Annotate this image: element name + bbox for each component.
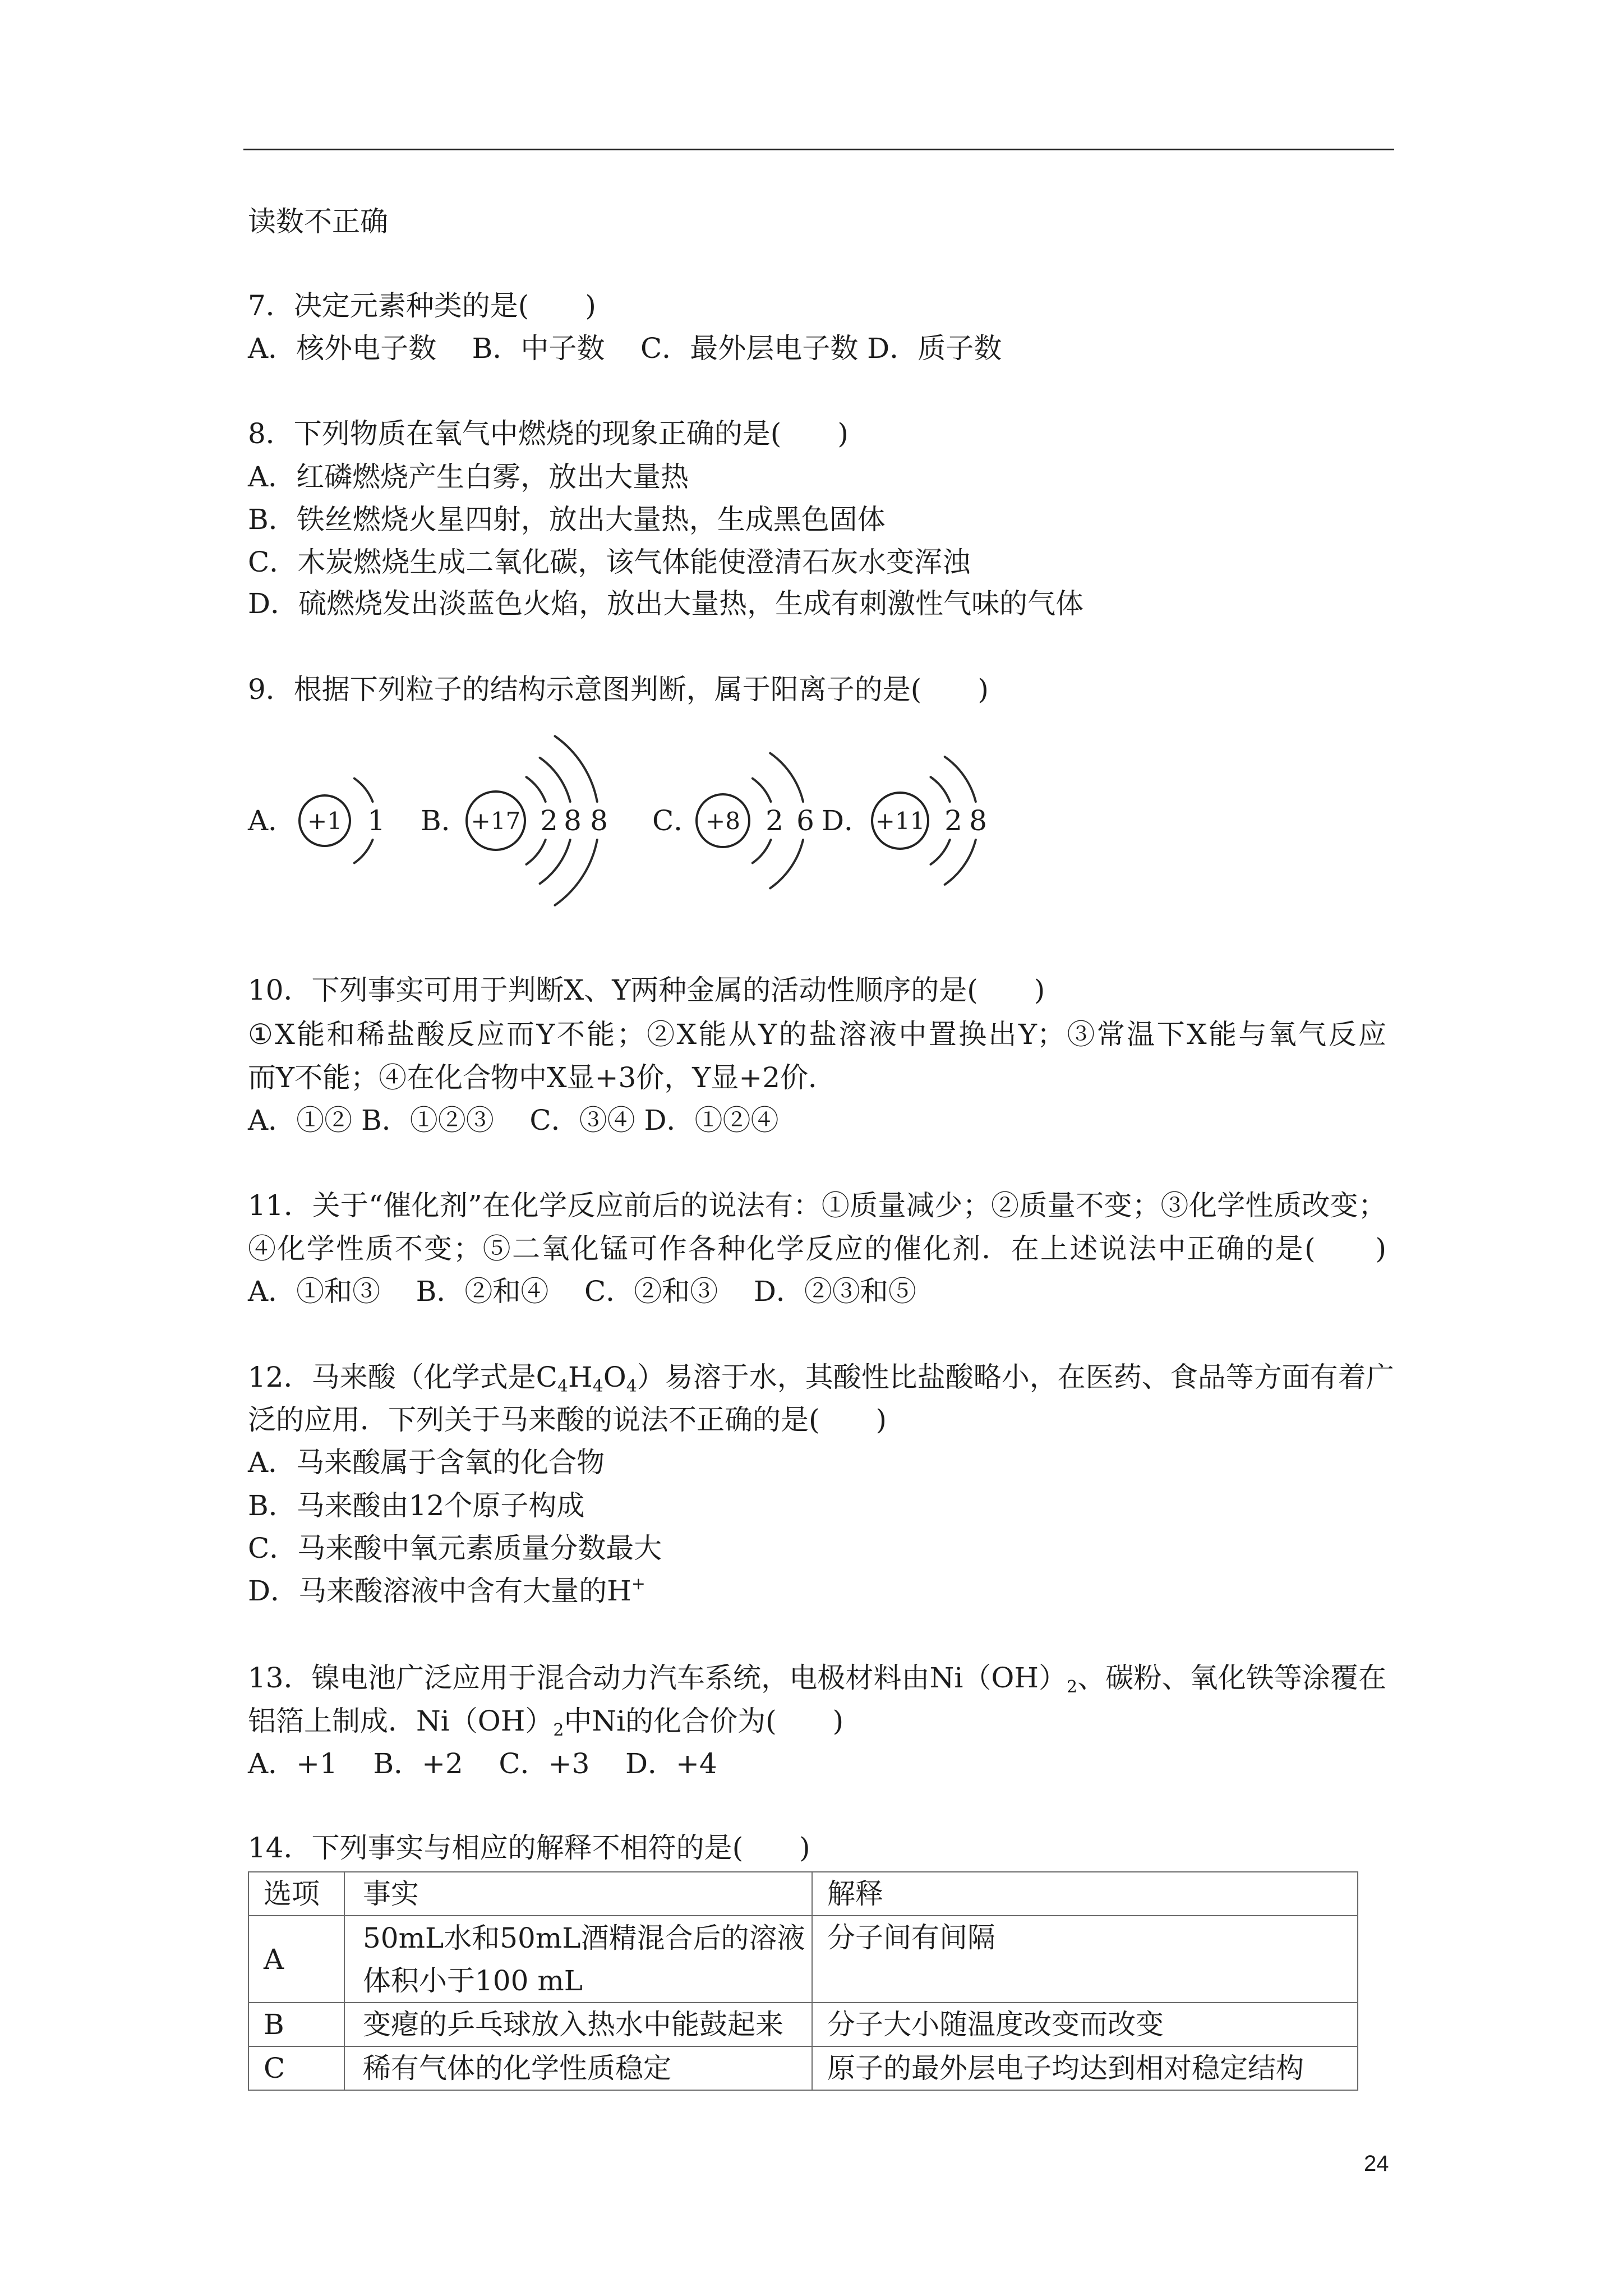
question-14-stem: 14．下列事实与相应的解释不相符的是( )	[248, 1832, 810, 1864]
electron-shell-arc	[753, 840, 771, 863]
electron-shell-arc	[540, 758, 570, 802]
fact-line: 变瘪的乒乓球放入热水中能鼓起来	[363, 2008, 783, 2041]
table-cell-fact	[344, 1916, 812, 2003]
shell-electron-count: 2	[944, 804, 962, 837]
superscript: +	[631, 1574, 645, 1594]
fact-line: 稀有气体的化学性质稳定	[363, 2052, 671, 2085]
element-symbol: C	[536, 1361, 557, 1393]
chemical-formula	[536, 1356, 637, 1398]
diagram-label-d: D．	[822, 804, 873, 837]
nucleus-charge: +17	[471, 807, 521, 835]
text-segment: 中Ni的化合价为( )	[564, 1705, 844, 1737]
element-symbol: H	[568, 1361, 593, 1393]
header-rule	[243, 149, 1394, 150]
question-8-option-c: C．木炭燃烧生成二氧化碳，该气体能使澄清石灰水变浑浊	[248, 546, 971, 578]
fact-line: 体积小于100 mL	[363, 1964, 583, 1997]
shell-electron-count: 2	[766, 804, 783, 837]
chemical-formula	[416, 1700, 564, 1742]
electron-shell-arc	[770, 753, 803, 802]
question-12-option-a: A．马来酸属于含氧的化合物	[248, 1446, 605, 1479]
subscript: 4	[592, 1377, 603, 1396]
table-header-cell: 事实	[344, 1872, 812, 1916]
electron-shell-arc	[931, 777, 950, 802]
table-cell-option: A	[248, 1916, 344, 2003]
electron-shell-arc	[945, 840, 976, 885]
atom-structure-diagrams	[0, 718, 1623, 920]
question-13-stem-continued	[248, 1700, 843, 1742]
formula-text: Ni（OH）	[929, 1662, 1067, 1694]
table-header-row	[248, 1872, 1358, 1916]
electron-shell-arc	[354, 779, 373, 802]
table-cell-explanation: 原子的最外层电子均达到相对稳定结构	[812, 2046, 1358, 2090]
text-segment: 、碳粉、氧化铁等涂覆在	[1077, 1662, 1387, 1694]
question-12-stem-continued: 泛的应用．下列关于马来酸的说法不正确的是( )	[248, 1404, 887, 1436]
question-11-stem-continued: ④化学性质不变；⑤二氧化锰可作各种化学反应的催化剂．在上述说法中正确的是( )	[248, 1232, 1386, 1265]
question-11-stem: 11．关于“催化剂”在化学反应前后的说法有：①质量减少；②质量不变；③化学性质改变；	[248, 1189, 1386, 1222]
text-segment: D．马来酸溶液中含有大量的H	[248, 1575, 631, 1607]
subscript: 4	[557, 1377, 568, 1396]
question-8-option-d: D．硫燃烧发出淡蓝色火焰，放出大量热，生成有刺激性气味的气体	[248, 587, 1084, 620]
text-segment: 12．马来酸（化学式是	[248, 1361, 536, 1393]
formula-text: Ni（OH）	[416, 1705, 554, 1737]
question-9-stem: 9．根据下列粒子的结构示意图判断，属于阳离子的是( )	[248, 673, 989, 706]
table-cell-fact	[344, 2003, 812, 2046]
question-10-statement-line: ①X能和稀盐酸反应而Y不能；②X能从Y的盐溶液中置换出Y；③常温下X能与氧气反应	[248, 1018, 1386, 1051]
question-10-statement-line: 而Y不能；④在化合物中X显+3价，Y显+2价．	[248, 1061, 837, 1094]
electron-shell-arc	[555, 840, 597, 905]
question-13-stem	[248, 1657, 1386, 1699]
electron-shell-arc	[555, 736, 597, 802]
nucleus-charge: +11	[875, 807, 925, 835]
element-symbol: O	[603, 1361, 626, 1393]
electron-shell-arc	[931, 840, 950, 864]
electron-shell-arc	[770, 840, 803, 888]
question-13-options: A．+1 B．+2 C．+3 D．+4	[248, 1747, 717, 1780]
chemical-formula	[930, 1657, 1077, 1699]
question-8-stem: 8．下列物质在氧气中燃烧的现象正确的是( )	[248, 417, 849, 450]
question-12-option-b: B．马来酸由12个原子构成	[248, 1489, 585, 1522]
subscript: 2	[1066, 1677, 1078, 1697]
question-10-options: A．①② B．①②③ C．③④ D．①②④	[248, 1104, 779, 1137]
shell-electron-count: 8	[564, 804, 582, 837]
electron-shell-arc	[540, 840, 570, 884]
diagram-label-c: C．	[652, 804, 702, 837]
question-14-table	[248, 1871, 1358, 2091]
electron-shell-arc	[945, 757, 976, 802]
table-cell-option: C	[248, 2046, 344, 2090]
question-12-option-d	[248, 1570, 645, 1612]
diagram-label-b: B．	[421, 804, 469, 837]
electron-shell-arc	[527, 777, 546, 802]
question-7-stem: 7．决定元素种类的是( )	[248, 289, 596, 322]
subscript: 4	[626, 1377, 637, 1396]
electron-shell-arc	[527, 840, 546, 864]
table-header-cell: 选项	[248, 1872, 344, 1916]
text-segment: 13．镍电池广泛应用于混合动力汽车系统，电极材料由	[248, 1662, 930, 1694]
page-number: 24	[1364, 2151, 1389, 2176]
table-row	[248, 2003, 1358, 2046]
question-12-stem	[248, 1356, 1394, 1398]
question-11-options: A．①和③ B．②和④ C．②和③ D．②③和⑤	[248, 1275, 916, 1308]
question-7-options: A．核外电子数 B．中子数 C．最外层电子数 D．质子数	[248, 332, 1002, 365]
question-8-option-b: B．铁丝燃烧火星四射，放出大量热，生成黑色固体	[248, 503, 886, 536]
electron-shell-arc	[753, 779, 771, 802]
question-12-option-c: C．马来酸中氧元素质量分数最大	[248, 1532, 662, 1565]
text-segment: 铝箔上制成．	[248, 1705, 416, 1737]
question-8-option-a: A．红磷燃烧产生白雾，放出大量热	[248, 461, 689, 493]
fact-line: 50mL水和50mL酒精混合后的溶液	[363, 1921, 805, 1954]
table-cell-fact	[344, 2046, 812, 2090]
table-cell-explanation: 分子大小随温度改变而改变	[812, 2003, 1358, 2046]
nucleus-charge: +8	[706, 807, 740, 835]
continuation-text: 读数不正确	[248, 205, 388, 238]
question-10-stem: 10．下列事实可用于判断X、Y两种金属的活动性顺序的是( )	[248, 974, 1045, 1006]
text-segment: ）易溶于水，其酸性比盐酸略小，在医药、食品等方面有着广	[637, 1361, 1394, 1393]
nucleus-charge: +1	[307, 807, 342, 835]
table-cell-option: B	[248, 2003, 344, 2046]
shell-electron-count: 8	[969, 804, 987, 837]
electron-shell-arc	[354, 840, 373, 863]
shell-electron-count: 6	[796, 804, 814, 837]
shell-electron-count: 1	[367, 804, 385, 837]
table-cell-explanation: 分子间有间隔	[812, 1916, 1358, 2003]
table-row	[248, 2046, 1358, 2090]
subscript: 2	[553, 1720, 564, 1740]
diagram-label-a: A．	[248, 804, 297, 837]
table-header-cell: 解释	[812, 1872, 1358, 1916]
shell-electron-count: 8	[590, 804, 608, 837]
table-row	[248, 1916, 1358, 2003]
shell-electron-count: 2	[540, 804, 558, 837]
